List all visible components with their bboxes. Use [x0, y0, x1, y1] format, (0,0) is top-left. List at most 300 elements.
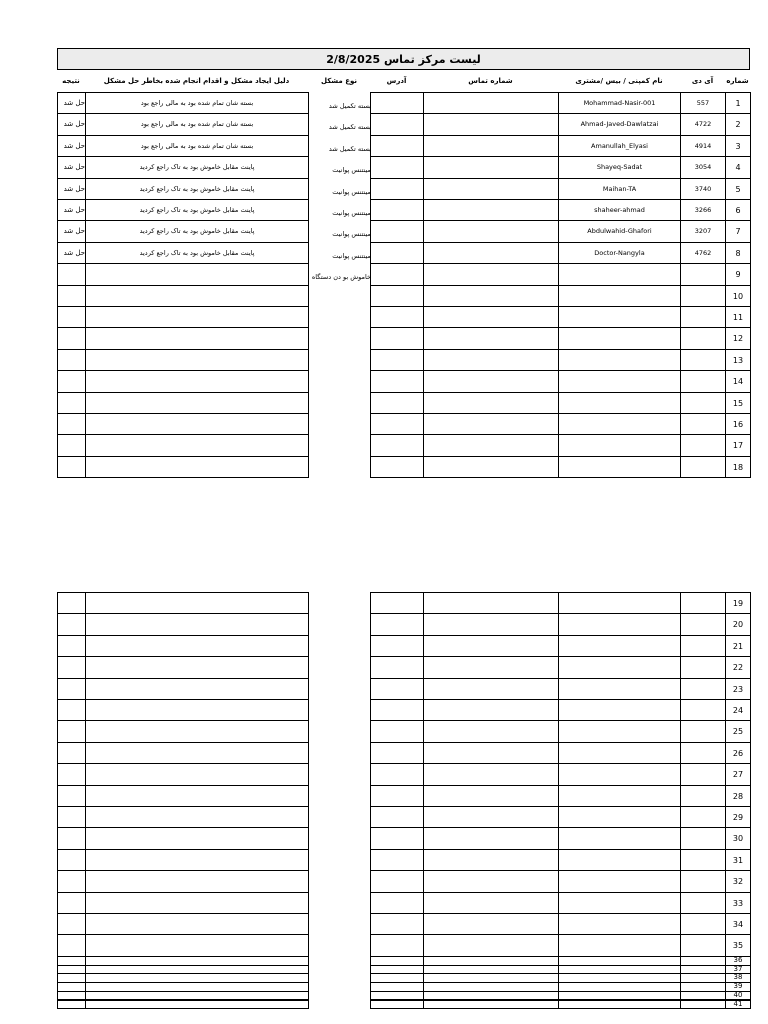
cell-phone — [423, 656, 559, 678]
cell-result — [57, 592, 86, 614]
cell-result — [57, 806, 86, 828]
cell-type: خاموش بو دن دستگاه — [311, 273, 371, 282]
cell-number: 30 — [725, 827, 751, 849]
cell-reason — [85, 592, 309, 614]
cell-reason — [85, 327, 309, 349]
cell-address — [370, 849, 424, 871]
cell-address — [370, 892, 424, 914]
cell-id — [680, 434, 726, 456]
cell-reason — [85, 456, 309, 478]
cell-reason — [85, 263, 309, 285]
cell-company — [558, 306, 681, 328]
cell-number: 41 — [725, 1000, 751, 1010]
cell-phone — [423, 178, 559, 200]
cell-company — [558, 285, 681, 307]
cell-result — [57, 699, 86, 721]
cell-number: 39 — [725, 982, 751, 992]
cell-address — [370, 720, 424, 742]
cell-type — [308, 806, 371, 828]
cell-company: Shayeq-Sadat — [558, 156, 681, 178]
cell-id — [680, 763, 726, 785]
cell-type — [308, 370, 371, 392]
cell-number: 40 — [725, 991, 751, 1001]
cell-reason — [85, 656, 309, 678]
cell-number: 19 — [725, 592, 751, 614]
cell-type — [308, 1000, 371, 1010]
cell-company — [558, 413, 681, 435]
cell-result — [57, 656, 86, 678]
cell-number: 23 — [725, 678, 751, 700]
cell-reason: پاینت مقابل خاموش بود به تاک راجع کردید — [85, 199, 309, 221]
cell-number: 27 — [725, 763, 751, 785]
cell-number: 3 — [725, 135, 751, 157]
cell-address — [370, 592, 424, 614]
cell-type — [308, 456, 371, 478]
cell-number: 24 — [725, 699, 751, 721]
cell-number: 34 — [725, 913, 751, 935]
cell-type — [308, 635, 371, 657]
cell-company: Abdulwahid-Ghafori — [558, 220, 681, 242]
cell-type — [308, 699, 371, 721]
header-reason: دلیل ایجاد مشکل و اقدام انجام شده بخاطر حل مشکل — [103, 77, 290, 85]
cell-company: Mohammad-Nasir-001 — [558, 92, 681, 114]
cell-company: Amanullah_Elyasi — [558, 135, 681, 157]
cell-id — [680, 1000, 726, 1010]
cell-id — [680, 870, 726, 892]
cell-id — [680, 392, 726, 414]
cell-address — [370, 156, 424, 178]
cell-id — [680, 849, 726, 871]
cell-number: 12 — [725, 327, 751, 349]
cell-number: 33 — [725, 892, 751, 914]
cell-id: 4722 — [680, 113, 726, 135]
cell-number: 4 — [725, 156, 751, 178]
cell-result — [57, 1000, 86, 1010]
cell-phone — [423, 392, 559, 414]
cell-reason — [85, 285, 309, 307]
cell-type — [308, 892, 371, 914]
cell-number: 5 — [725, 178, 751, 200]
cell-reason — [85, 934, 309, 956]
cell-id: 557 — [680, 92, 726, 114]
cell-result — [57, 870, 86, 892]
cell-phone — [423, 434, 559, 456]
cell-phone — [423, 113, 559, 135]
cell-result — [57, 285, 86, 307]
cell-result — [57, 720, 86, 742]
cell-type: بسته تکمیل شد — [328, 102, 371, 110]
cell-reason — [85, 827, 309, 849]
cell-address — [370, 370, 424, 392]
cell-phone — [423, 699, 559, 721]
cell-id — [680, 370, 726, 392]
cell-type — [308, 306, 371, 328]
cell-phone — [423, 327, 559, 349]
cell-type: مینتنس پوانیت — [332, 209, 371, 217]
cell-company — [558, 613, 681, 635]
cell-number: 11 — [725, 306, 751, 328]
cell-id — [680, 456, 726, 478]
cell-address — [370, 242, 424, 264]
cell-reason: پاینت مقابل خاموش بود به تاک راجع کردید — [85, 242, 309, 264]
cell-type — [308, 413, 371, 435]
cell-id — [680, 327, 726, 349]
cell-address — [370, 199, 424, 221]
cell-number: 6 — [725, 199, 751, 221]
cell-number: 15 — [725, 392, 751, 414]
cell-number: 37 — [725, 965, 751, 975]
cell-reason — [85, 413, 309, 435]
header-type: نوع مشکل — [320, 77, 357, 85]
cell-result: حل شد — [57, 199, 86, 221]
cell-address — [370, 613, 424, 635]
cell-result — [57, 678, 86, 700]
cell-result — [57, 456, 86, 478]
cell-address — [370, 456, 424, 478]
cell-type: بسته تکمیل شد — [328, 123, 371, 132]
cell-company — [558, 1000, 681, 1010]
cell-number: 28 — [725, 785, 751, 807]
header-number: شماره — [726, 77, 749, 85]
cell-result: حل شد — [57, 113, 86, 135]
cell-address — [370, 92, 424, 114]
cell-reason — [85, 785, 309, 807]
cell-address — [370, 306, 424, 328]
cell-result — [57, 434, 86, 456]
cell-company — [558, 934, 681, 956]
header-address: آدرس — [386, 77, 407, 85]
cell-reason — [85, 870, 309, 892]
cell-number: 10 — [725, 285, 751, 307]
cell-phone — [423, 913, 559, 935]
cell-id — [680, 613, 726, 635]
cell-result — [57, 370, 86, 392]
cell-company — [558, 785, 681, 807]
cell-phone — [423, 306, 559, 328]
cell-type — [308, 327, 371, 349]
cell-type — [308, 349, 371, 371]
cell-phone — [423, 285, 559, 307]
cell-phone — [423, 263, 559, 285]
cell-type — [308, 285, 371, 307]
cell-number: 18 — [725, 456, 751, 478]
cell-number: 1 — [725, 92, 751, 114]
cell-company — [558, 370, 681, 392]
cell-id: 4914 — [680, 135, 726, 157]
cell-company: Maihan-TA — [558, 178, 681, 200]
cell-number: 26 — [725, 742, 751, 764]
cell-company — [558, 870, 681, 892]
cell-company — [558, 456, 681, 478]
cell-result — [57, 785, 86, 807]
cell-reason — [85, 699, 309, 721]
cell-number: 35 — [725, 934, 751, 956]
cell-phone — [423, 92, 559, 114]
cell-id — [680, 349, 726, 371]
cell-type — [308, 592, 371, 614]
cell-number: 14 — [725, 370, 751, 392]
cell-type — [308, 870, 371, 892]
cell-phone — [423, 892, 559, 914]
cell-company — [558, 349, 681, 371]
cell-result — [57, 827, 86, 849]
cell-reason — [85, 742, 309, 764]
cell-type — [308, 742, 371, 764]
cell-reason — [85, 349, 309, 371]
cell-number: 29 — [725, 806, 751, 828]
cell-reason: پاینت مقابل خاموش بود به تاک راجع کردید — [85, 156, 309, 178]
cell-number: 20 — [725, 613, 751, 635]
cell-address — [370, 913, 424, 935]
cell-number: 9 — [725, 263, 751, 285]
cell-company — [558, 592, 681, 614]
cell-reason: بسته شان تمام شده بود به مالی راجع بود — [85, 135, 309, 157]
cell-address — [370, 285, 424, 307]
cell-result: حل شد — [57, 135, 86, 157]
cell-result: حل شد — [57, 156, 86, 178]
cell-id — [680, 827, 726, 849]
header-id: آی دی — [691, 77, 714, 85]
cell-result: حل شد — [57, 92, 86, 114]
cell-result: حل شد — [57, 220, 86, 242]
cell-address — [370, 678, 424, 700]
cell-result: حل شد — [57, 242, 86, 264]
cell-phone — [423, 849, 559, 871]
cell-company: Doctor-Nangyla — [558, 242, 681, 264]
cell-id — [680, 699, 726, 721]
cell-address — [370, 742, 424, 764]
cell-id — [680, 913, 726, 935]
cell-id — [680, 263, 726, 285]
cell-result — [57, 413, 86, 435]
cell-address — [370, 349, 424, 371]
cell-reason — [85, 720, 309, 742]
cell-reason — [85, 370, 309, 392]
cell-reason — [85, 678, 309, 700]
cell-reason — [85, 913, 309, 935]
cell-company — [558, 763, 681, 785]
cell-number: 21 — [725, 635, 751, 657]
cell-reason — [85, 849, 309, 871]
cell-address — [370, 178, 424, 200]
cell-number: 25 — [725, 720, 751, 742]
cell-company — [558, 827, 681, 849]
cell-type — [308, 613, 371, 635]
cell-reason — [85, 806, 309, 828]
cell-company — [558, 806, 681, 828]
cell-phone — [423, 763, 559, 785]
cell-phone — [423, 370, 559, 392]
cell-result — [57, 349, 86, 371]
page-title: لیست مرکز تماس 2/8/2025 — [57, 48, 750, 70]
cell-id — [680, 720, 726, 742]
cell-result — [57, 306, 86, 328]
cell-phone — [423, 156, 559, 178]
cell-phone — [423, 199, 559, 221]
cell-reason — [85, 306, 309, 328]
cell-result — [57, 327, 86, 349]
cell-reason — [85, 763, 309, 785]
cell-reason: بسته شان تمام شده بود به مالی راجع بود — [85, 113, 309, 135]
cell-company — [558, 434, 681, 456]
cell-company — [558, 263, 681, 285]
cell-type — [308, 763, 371, 785]
cell-id: 3054 — [680, 156, 726, 178]
cell-company — [558, 392, 681, 414]
cell-company — [558, 892, 681, 914]
cell-address — [370, 870, 424, 892]
cell-phone — [423, 934, 559, 956]
cell-phone — [423, 456, 559, 478]
cell-result — [57, 849, 86, 871]
cell-number: 16 — [725, 413, 751, 435]
cell-phone — [423, 349, 559, 371]
cell-type — [308, 785, 371, 807]
cell-phone — [423, 870, 559, 892]
cell-address — [370, 827, 424, 849]
cell-type: مینتنس پوانیت — [332, 187, 371, 196]
cell-phone — [423, 720, 559, 742]
cell-number: 38 — [725, 973, 751, 983]
cell-reason — [85, 434, 309, 456]
cell-phone — [423, 678, 559, 700]
cell-reason: پاینت مقابل خاموش بود به تاک راجع کردید — [85, 220, 309, 242]
cell-address — [370, 763, 424, 785]
cell-result — [57, 392, 86, 414]
header-company: نام کمپنی / بیس /مشتری — [575, 77, 663, 85]
cell-phone — [423, 242, 559, 264]
cell-company — [558, 849, 681, 871]
cell-address — [370, 635, 424, 657]
cell-result — [57, 635, 86, 657]
cell-phone — [423, 785, 559, 807]
cell-phone — [423, 635, 559, 657]
cell-id: 3207 — [680, 220, 726, 242]
cell-number: 36 — [725, 956, 751, 966]
cell-number: 17 — [725, 434, 751, 456]
cell-type — [308, 720, 371, 742]
cell-address — [370, 327, 424, 349]
cell-number: 7 — [725, 220, 751, 242]
cell-reason — [85, 892, 309, 914]
cell-result — [57, 892, 86, 914]
cell-type — [308, 678, 371, 700]
cell-address — [370, 392, 424, 414]
cell-company — [558, 327, 681, 349]
cell-reason — [85, 613, 309, 635]
cell-reason: بسته شان تمام شده بود به مالی راجع بود — [85, 92, 309, 114]
cell-company — [558, 742, 681, 764]
cell-result: حل شد — [57, 178, 86, 200]
cell-id — [680, 806, 726, 828]
cell-result — [57, 913, 86, 935]
cell-reason — [85, 392, 309, 414]
cell-number: 22 — [725, 656, 751, 678]
header-result: نتیجه — [62, 77, 80, 85]
cell-id — [680, 892, 726, 914]
cell-reason — [85, 635, 309, 657]
cell-company: shaheer-ahmad — [558, 199, 681, 221]
cell-number: 13 — [725, 349, 751, 371]
cell-company — [558, 678, 681, 700]
cell-number: 31 — [725, 849, 751, 871]
cell-phone — [423, 613, 559, 635]
cell-id — [680, 306, 726, 328]
cell-phone — [423, 742, 559, 764]
cell-type — [308, 656, 371, 678]
cell-id — [680, 934, 726, 956]
cell-id — [680, 285, 726, 307]
cell-phone — [423, 827, 559, 849]
cell-phone — [423, 1000, 559, 1010]
cell-address — [370, 1000, 424, 1010]
cell-type — [308, 827, 371, 849]
cell-company: Ahmad-Javed-Dawlatzai — [558, 113, 681, 135]
cell-id: 4762 — [680, 242, 726, 264]
cell-type: بسته تکمیل شد — [328, 144, 371, 153]
cell-type: مینتنس پوانیت — [332, 230, 371, 239]
cell-result — [57, 934, 86, 956]
cell-company — [558, 635, 681, 657]
cell-type — [308, 934, 371, 956]
cell-address — [370, 220, 424, 242]
cell-address — [370, 806, 424, 828]
cell-number: 32 — [725, 870, 751, 892]
cell-type — [308, 434, 371, 456]
cell-address — [370, 934, 424, 956]
cell-id: 3266 — [680, 199, 726, 221]
cell-id — [680, 742, 726, 764]
cell-address — [370, 263, 424, 285]
cell-id — [680, 785, 726, 807]
cell-result — [57, 742, 86, 764]
cell-id — [680, 413, 726, 435]
cell-reason: پاینت مقابل خاموش بود به تاک راجع کردید — [85, 178, 309, 200]
cell-address — [370, 656, 424, 678]
cell-phone — [423, 806, 559, 828]
cell-id — [680, 656, 726, 678]
cell-result — [57, 763, 86, 785]
cell-phone — [423, 592, 559, 614]
cell-address — [370, 113, 424, 135]
cell-number: 2 — [725, 113, 751, 135]
cell-address — [370, 434, 424, 456]
cell-company — [558, 720, 681, 742]
cell-address — [370, 785, 424, 807]
cell-address — [370, 413, 424, 435]
cell-reason — [85, 1000, 309, 1010]
cell-type — [308, 392, 371, 414]
cell-phone — [423, 413, 559, 435]
cell-result — [57, 613, 86, 635]
cell-type — [308, 849, 371, 871]
cell-address — [370, 135, 424, 157]
cell-result — [57, 263, 86, 285]
cell-company — [558, 656, 681, 678]
cell-type — [308, 913, 371, 935]
cell-phone — [423, 220, 559, 242]
cell-id — [680, 635, 726, 657]
cell-id: 3740 — [680, 178, 726, 200]
cell-id — [680, 678, 726, 700]
cell-company — [558, 699, 681, 721]
cell-type: مینتنس پوانیت — [332, 166, 371, 175]
cell-type: مینتنس پوانیت — [332, 251, 371, 260]
cell-id — [680, 592, 726, 614]
cell-number: 8 — [725, 242, 751, 264]
cell-address — [370, 699, 424, 721]
cell-phone — [423, 135, 559, 157]
